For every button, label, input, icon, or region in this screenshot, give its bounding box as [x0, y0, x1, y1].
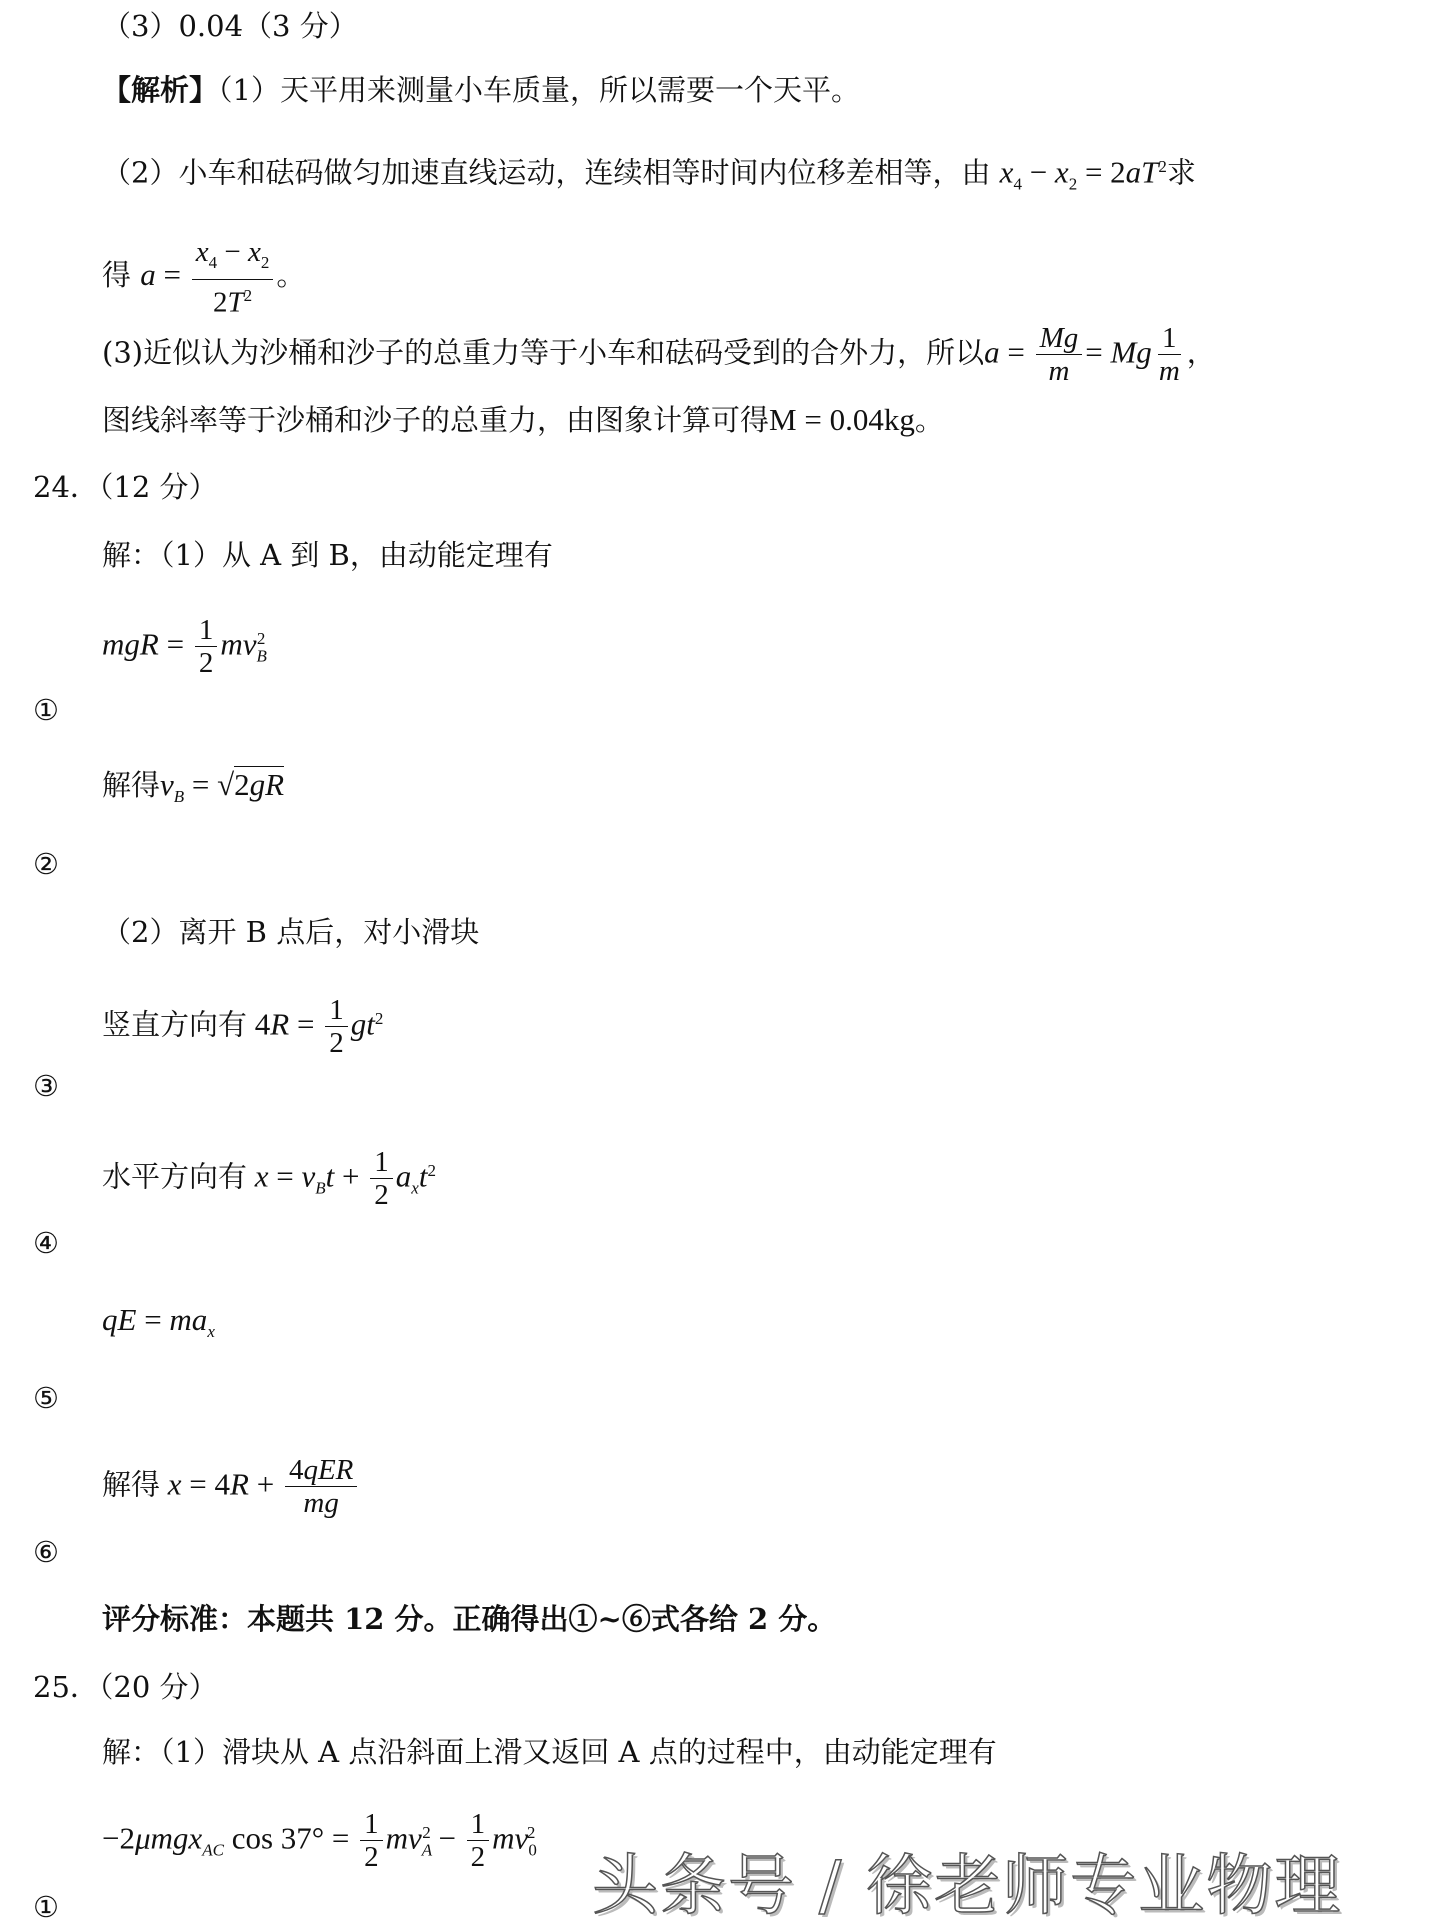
- question-25-heading: 25．（20 分）: [33, 1670, 218, 1704]
- circle-number: ①: [33, 693, 59, 727]
- equation-6: 解得 x = 4R + $\frac{\text{4qER}}{mg}$: [102, 1454, 360, 1519]
- text: 图线斜率等于沙桶和沙子的总重力，由图象计算可得: [102, 403, 770, 437]
- q24-step-1: 解：（1）从 A 到 B，由动能定理有: [102, 538, 553, 572]
- text: 竖直方向有: [102, 1007, 248, 1042]
- circle-number: ②: [33, 847, 59, 881]
- result-math: M = 0.04kg: [769, 402, 915, 437]
- formula-a: 得 a = $\frac{x_4 - x_2}{2T^2}$ 。: [102, 236, 306, 319]
- text: (3)近似认为沙桶和沙子的总重力等于小车和砝码受到的合外力，所以: [102, 335, 985, 370]
- analysis-line-4: [102, 402, 944, 438]
- analysis-line-3: (3)近似认为沙桶和沙子的总重力等于小车和砝码受到的合外力，所以a = $\frac{Mg}{m}$ = Mg $\frac{1}{m}$ ，: [102, 322, 1216, 387]
- q25-step-1: 解：（1）滑块从 A 点沿斜面上滑又返回 A 点的过程中，由动能定理有: [102, 1735, 997, 1769]
- text: 解得: [102, 1467, 161, 1502]
- scoring-criteria: 评分标准：本题共 12 分。正确得出①~⑥式各给 2 分。: [102, 1602, 837, 1636]
- text: 。: [276, 258, 306, 293]
- text: 。: [914, 403, 944, 437]
- fraction: $\frac{1}{m}$: [1158, 322, 1180, 387]
- circle-number: ①: [33, 1890, 59, 1924]
- text: 得: [102, 258, 132, 293]
- equation-1: mgR = $\frac{1}{2}$ $mv_B^2$: [102, 614, 267, 679]
- text: ，: [1186, 335, 1216, 370]
- circle-number: ⑥: [33, 1535, 59, 1569]
- text: （1）天平用来测量小车质量，所以需要一个天平。: [218, 73, 860, 107]
- q24-step-2: （2）离开 B 点后，对小滑块: [102, 915, 480, 949]
- circle-number: ③: [33, 1069, 59, 1103]
- fraction: $\frac{Mg}{m}$: [1036, 322, 1083, 387]
- analysis-line-1: [102, 72, 860, 108]
- fraction: $\frac{x_4 - x_2}{2T^2}$: [192, 236, 274, 318]
- analysis-tag: 【解析】: [102, 73, 219, 107]
- equation-4: 水平方向有 $x = v_Bt$ + $\frac{1}{2}$ $a_xt^2$: [102, 1146, 436, 1211]
- question-24-heading: 24．（12 分）: [33, 470, 218, 504]
- text: 求: [1166, 155, 1196, 190]
- circle-number: ④: [33, 1226, 59, 1260]
- text: 解得: [102, 768, 161, 802]
- text: 水平方向有: [102, 1159, 248, 1194]
- equation-q25-1: −2μmgx$_{AC}$ cos 37° = $\frac{1}{2}$ $mv_A^2$ − $\frac{1}{2}$ $mv_0^2$: [102, 1808, 537, 1873]
- circle-number: ⑤: [33, 1381, 59, 1415]
- text: （2）小车和砝码做匀加速直线运动，连续相等时间内位移差相等，由: [102, 155, 991, 190]
- answer-line: （3）0.04（3 分）: [102, 9, 358, 43]
- equation-3: 竖直方向有 4R = $\frac{1}{2}$ $gt^2$: [102, 994, 384, 1059]
- watermark: 头条号 / 徐老师专业物理: [592, 1847, 1343, 1924]
- equation-5: qE = $ma_x$: [102, 1302, 215, 1341]
- equation-2: 解得$v_B = √2gR$: [102, 767, 285, 806]
- analysis-line-2: （2）小车和砝码做匀加速直线运动，连续相等时间内位移差相等，由 $x_4 - x_2 = 2aT^2$求: [102, 154, 1196, 194]
